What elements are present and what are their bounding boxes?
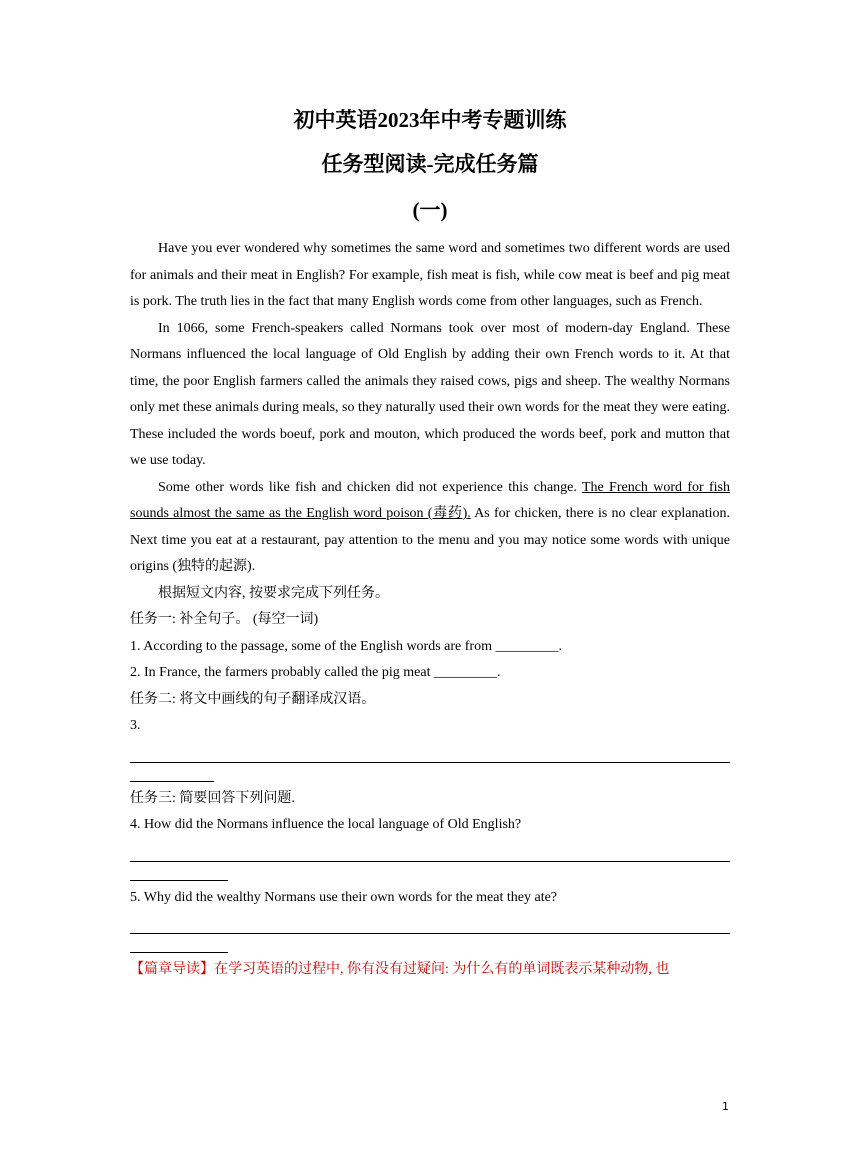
document-subtitle: 任务型阅读-完成任务篇: [321, 152, 539, 176]
passage-paragraph-3: [130, 475, 730, 581]
answer-line-4-tail: [130, 862, 228, 881]
document-title: 初中英语2023年中考专题训练: [293, 108, 567, 132]
question-1: 1. According to the passage, some of the English words are from _________.: [130, 638, 562, 654]
question-2: 2. In France, the farmers probably called the pig meat _________.: [130, 665, 501, 680]
page-number: 1: [722, 1100, 729, 1113]
answer-line-3-tail: [130, 763, 214, 782]
question-5: 5. Why did the wealthy Normans use their own words for the meat they ate?: [130, 889, 558, 905]
paragraph-3-start: Some other words like fish and chicken did not experience this change.: [158, 479, 582, 495]
answer-line-3: [130, 740, 730, 763]
question-3: 3.: [130, 718, 141, 733]
passage-paragraph-1: Have you ever wondered why sometimes the same word and sometimes two different words are used for animals and their meat in English? For example, fish meat is fish, while cow meat is beef and pig meat is pork. The truth lies in the fact that many English words come from other languages, such as French.: [130, 241, 730, 309]
answer-line-5: [130, 911, 730, 934]
document-body: [130, 236, 730, 984]
question-4: 4. How did the Normans influence the local language of Old English?: [130, 817, 522, 832]
task2-heading: 任务二: 将文中画线的句子翻译成汉语。: [130, 691, 376, 707]
task1-heading: 任务一: 补全句子。 (每空一词): [130, 612, 319, 627]
underlined-sentence: The French word for fish sounds almost the same as the English word poison (毒药).: [130, 479, 730, 521]
section-number: (一): [412, 198, 448, 222]
paragraph-3-end: As for chicken, there is no clear explanation. Next time you eat at a restaurant, pay attention to the menu and you may notice some words with unique origins (独特的起源).: [130, 506, 730, 574]
answer-line-5-tail: [130, 934, 228, 953]
passage-paragraph-2: In 1066, some French-speakers called Normans took over most of modern-day England. These Normans influenced the local language of Old English by adding their own French words to it. At that time, the poor English farmers called the animals they raised cows, pigs and sheep. The wealthy Normans only met these animals during meals, so they naturally used their own words for the meat they were eating. These included the words boeuf, pork and mouton, which produced the words beef, pork and mutton that we use today.: [130, 320, 730, 468]
answer-line-4: [130, 839, 730, 862]
chapter-guide: 【篇章导读】在学习英语的过程中, 你有没有过疑问: 为什么有的单词既表示某种动物, 也: [130, 962, 670, 977]
task-instructions: 根据短文内容, 按要求完成下列任务。: [158, 585, 389, 601]
task3-heading: 任务三: 简要回答下列问题.: [130, 790, 295, 806]
